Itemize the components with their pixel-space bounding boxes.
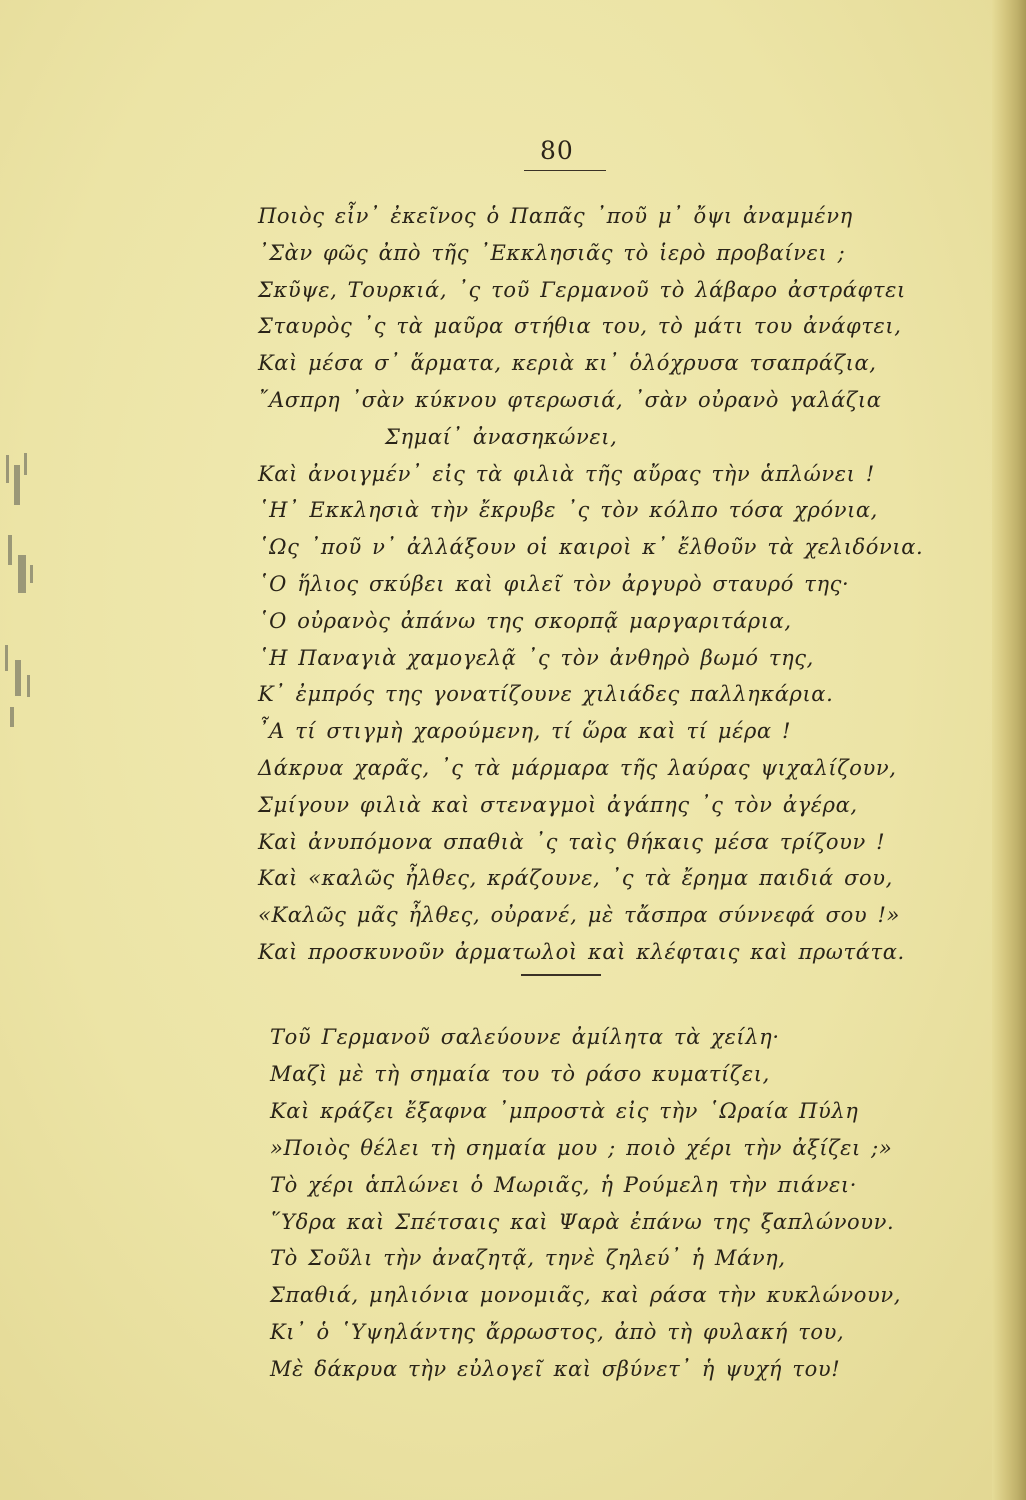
poem-line: ῾Ως ᾽ποῦ ν᾽ ἀλλάξουν οἱ καιροὶ κ᾽ ἔλθοῦν τὰ χελιδόνια. — [258, 535, 924, 560]
poem-line: ᾽Σὰν φῶς ἀπὸ τῆς ᾽Εκκλησιᾶς τὸ ἱερὸ προβαίνει ; — [258, 240, 846, 265]
poem-line: Σταυρὸς ᾽ς τὰ μαῦρα στήθια του, τὸ μάτι του ἀνάφτει, — [258, 314, 902, 339]
poem-line: Καὶ «καλῶς ἦλθες, κράζουνε, ᾽ς τὰ ἔρημα παιδιά σου, — [258, 866, 893, 891]
poem-line: Ποιὸς εἶν᾽ ἐκεῖνος ὁ Παπᾶς ᾽ποῦ μ᾽ ὄψι ἀναμμένη — [258, 204, 853, 228]
page-edge-shadow — [992, 0, 1026, 1500]
poem-line: Μαζὶ μὲ τὴ σημαία του τὸ ράσο κυματίζει, — [270, 1061, 770, 1086]
poem-line: ῾Η᾽ Εκκλησιὰ τὴν ἔκρυβε ᾽ς τὸν κόλπο τόσα χρόνια, — [258, 498, 878, 523]
poem-line: ῾Η Παναγιὰ χαμογελᾷ ᾽ς τὸν ἀνθηρὸ βωμό της, — [258, 645, 814, 670]
poem-line: Μὲ δάκρυα τὴν εὐλογεῖ καὶ σβύνετ᾽ ἡ ψυχή του! — [270, 1357, 841, 1382]
poem-line: Καὶ μέσα σ᾽ ἅρματα, κεριὰ κι᾽ ὁλόχρυσα τσαπράζια, — [258, 351, 877, 376]
poem-line: ῞Υδρα καὶ Σπέτσαις καὶ Ψαρὰ ἐπάνω της ξαπλώνουν. — [270, 1209, 895, 1234]
poem-line: ῾Ο ἥλιος σκύβει καὶ φιλεῖ τὸν ἀργυρὸ σταυρό της· — [258, 571, 850, 596]
poem-line: Τὸ Σοῦλι τὴν ἀναζητᾷ, τηνὲ ζηλεύ᾽ ἡ Μάνη, — [270, 1246, 786, 1271]
bleed-through-marks — [0, 445, 40, 745]
poem-line: Σκῦψε, Τουρκιά, ᾽ς τοῦ Γερμανοῦ τὸ λάβαρο ἀστράφτει — [258, 277, 906, 302]
poem-line: Δάκρυα χαρᾶς, ᾽ς τὰ μάρμαρα τῆς λαύρας ψιχαλίζουν, — [258, 755, 897, 780]
poem-line: Καὶ κράζει ἔξαφνα ᾽μπροστὰ εἰς τὴν ῾Ωραία Πύλη — [270, 1098, 859, 1123]
section-divider — [521, 974, 601, 976]
poem-stanza-1 — [258, 198, 923, 971]
poem-line: «Καλῶς μᾶς ἦλθες, οὐρανέ, μὲ τἄσπρα σύννεφά σου !» — [258, 903, 900, 928]
poem-line: »Ποιὸς θέλει τὴ σημαία μου ; ποιὸ χέρι τὴν ἀξίζει ;» — [270, 1135, 893, 1160]
poem-line: Κι᾽ ὁ ῾Υψηλάντης ἄρρωστος, ἀπὸ τὴ φυλακή του, — [270, 1320, 845, 1345]
poem-line: Σπαθιά, μηλιόνια μονομιᾶς, καὶ ράσα τὴν κυκλώνουν, — [270, 1283, 901, 1308]
poem-line-indented: Σημαί᾽ ἀνασηκώνει, — [385, 424, 618, 449]
poem-line: Καὶ προσκυνοῦν ἀρματωλοὶ καὶ κλέφταις καὶ πρωτάτα. — [258, 939, 905, 964]
poem-stanza-2 — [270, 1019, 901, 1388]
page-number-rule — [524, 170, 606, 171]
poem-line: Κ᾽ ἐμπρός της γονατίζουνε χιλιάδες παλληκάρια. — [258, 682, 834, 707]
poem-line: Τὸ χέρι ἁπλώνει ὁ Μωριᾶς, ἡ Ρούμελη τὴν πιάνει· — [270, 1172, 858, 1197]
poem-line: Σμίγουν φιλιὰ καὶ στεναγμοὶ ἀγάπης ᾽ς τὸν ἀγέρα, — [258, 792, 858, 817]
poem-line: ῎Ασπρη ᾽σὰν κύκνου φτερωσιά, ᾽σὰν οὐρανὸ γαλάζια — [258, 387, 882, 412]
poem-line: Τοῦ Γερμανοῦ σαλεύουνε ἀμίλητα τὰ χείλη· — [270, 1025, 780, 1049]
page-number: 80 — [540, 136, 574, 165]
poem-line: ῏Α τί στιγμὴ χαρούμενη, τί ὥρα καὶ τί μέρα ! — [258, 719, 791, 744]
poem-line: Καὶ ἀνοιγμέν᾽ εἰς τὰ φιλιὰ τῆς αὔρας τὴν ἁπλώνει ! — [258, 461, 875, 486]
poem-line: Καὶ ἀνυπόμονα σπαθιὰ ᾽ς ταὶς θήκαις μέσα τρίζουν ! — [258, 829, 886, 854]
poem-line: ῾Ο οὐρανὸς ἀπάνω της σκορπᾷ μαργαριτάρια, — [258, 608, 792, 633]
